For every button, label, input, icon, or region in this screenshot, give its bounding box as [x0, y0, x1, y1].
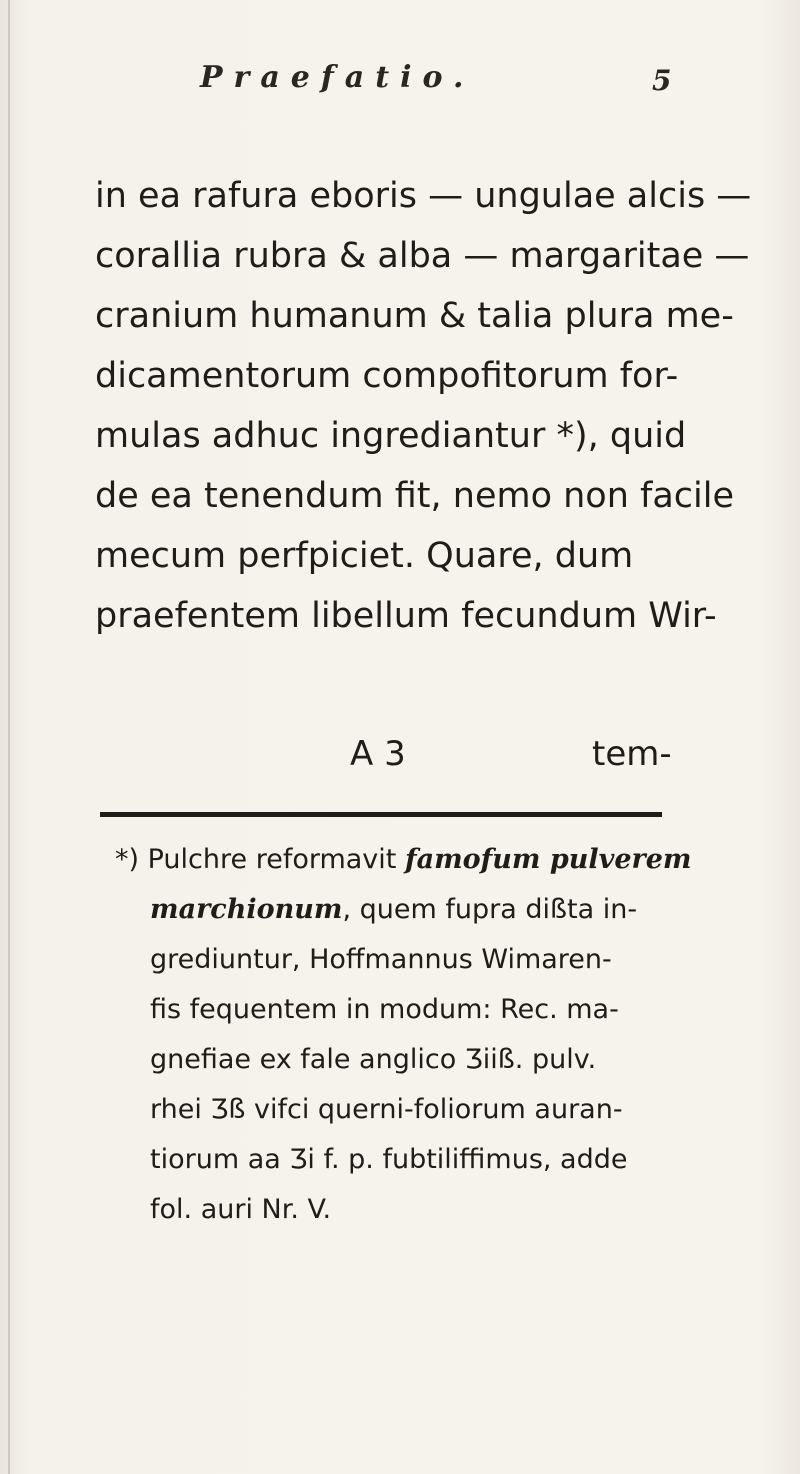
text-line: de ea tenendum fit, nemo non facile [95, 476, 735, 516]
text-line: mulas adhuc ingrediantur *), quid [95, 416, 687, 456]
text-line: cranium humanum & talia plura me- [95, 296, 734, 336]
footnote-line: rhei Ʒß vifci querni-foliorum auran- [150, 1094, 623, 1125]
text-line: corallia rubra & alba — margaritae — [95, 236, 750, 276]
main-text [95, 166, 752, 646]
page-number: 5 [652, 64, 672, 97]
running-head [0, 60, 800, 120]
footnote-text: , quem fupra dißta in- [342, 894, 638, 925]
footnote-line [115, 835, 715, 885]
footnote-marker-text: *) Pulchre reformavit [115, 844, 405, 875]
catchword: tem- [592, 734, 672, 774]
footnote-line: fis fequentem in modum: Rec. ma- [150, 994, 619, 1025]
running-title: Praefatio. [200, 60, 475, 95]
text-line: in ea rafura eboris — ungulae alcis — [95, 176, 752, 216]
footnote-rule [100, 812, 662, 817]
footnote [115, 835, 715, 1235]
footnote-italic: marchionum [150, 894, 343, 925]
catchline [0, 734, 800, 784]
signature-mark: A 3 [350, 734, 406, 774]
footnote-line [115, 885, 715, 935]
text-line: dicamentorum compofitorum for- [95, 356, 679, 396]
footnote-line: fol. auri Nr. V. [150, 1194, 332, 1225]
footnote-line: gnefiae ex fale anglico Ʒiiß. pulv. [150, 1044, 597, 1075]
text-line: praefentem libellum fecundum Wir- [95, 596, 717, 636]
footnote-italic: famofum pulverem [404, 844, 692, 875]
text-line: mecum perfpiciet. Quare, dum [95, 536, 634, 576]
footnote-line: tiorum aa Ʒi f. p. fubtiliffimus, adde [150, 1144, 628, 1175]
footnote-line: grediuntur, Hoffmannus Wimaren- [150, 944, 612, 975]
